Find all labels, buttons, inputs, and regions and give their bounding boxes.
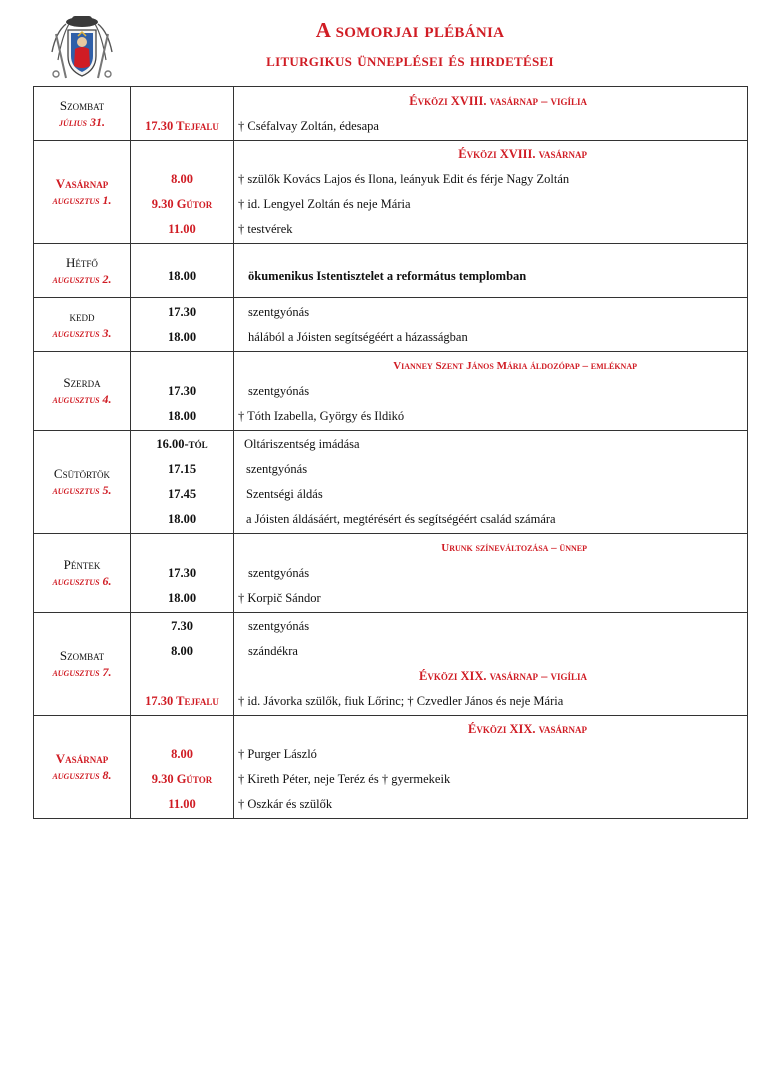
time-value: 16.00-tól [156,437,208,451]
table-row [34,613,748,716]
table-row [34,298,748,352]
time-cell [131,244,234,298]
entry-text: szentgyónás [248,619,310,633]
entry-text: a Jóisten áldásáért, megtérésért és segítségéért család számára [246,512,556,526]
day-date: július 31. [58,114,105,129]
time-cell [131,431,234,534]
entry-text: † Cséfalvay Zoltán, édesapa [238,118,379,133]
day-date: augusztus 6. [52,574,112,588]
liturgical-heading: Vianney Szent János Mária áldozópap – emléknap [393,359,637,372]
day-name: Szombat [59,97,105,113]
time-value: 8.00 [171,172,193,186]
table-row [34,87,748,141]
time-value: 18.00 [167,512,197,526]
time-value: 7.30 [171,619,193,633]
liturgical-heading: Évközi XVIII. vasárnap – vigília [409,93,587,108]
time-value: 9.30 Gútor [151,197,213,211]
entry-text: † szülők Kovács Lajos és Ilona, leányuk Edit és férje Nagy Zoltán [238,172,570,186]
time-value: 17.30 Tejfalu [145,118,219,133]
time-cell [131,87,234,141]
day-name: Szerda [63,375,101,390]
description-cell [234,534,748,613]
table-row [34,141,748,244]
day-cell [34,244,131,298]
entry-text: † Korpič Sándor [238,590,321,605]
day-name: Hétfő [66,254,98,270]
time-value: 17.30 [167,383,197,398]
entry-text: szentgyónás [248,565,310,580]
description-cell [234,431,748,534]
day-date: augusztus 7. [52,665,112,679]
day-name: Péntek [63,557,101,572]
page-title: A somorjai plébánia [315,18,505,42]
table-row [34,431,748,534]
liturgical-heading: Évközi XVIII. vasárnap [458,147,587,161]
page-header [0,0,764,86]
time-value: 17.30 Tejfalu [145,694,219,708]
entry-text: Oltáriszentség imádása [244,437,360,451]
day-cell [34,534,131,613]
entry-text: szentgyónás [248,383,310,398]
time-cell [131,534,234,613]
day-name: Csütörtök [53,466,111,481]
time-value: 18.00 [167,590,197,605]
entry-text: szentgyónás [248,304,310,319]
table-row [34,534,748,613]
day-cell [34,431,131,534]
time-value: 17.15 [167,462,197,476]
entry-text: † testvérek [238,222,293,236]
time-cell [131,298,234,352]
time-value: 18.00 [167,329,197,344]
description-cell [234,244,748,298]
entry-text: † id. Lengyel Zoltán és neje Mária [238,197,411,211]
time-value: 17.30 [167,304,197,319]
day-date: augusztus 8. [52,768,112,782]
day-date: augusztus 1. [52,193,112,207]
time-value: 18.00 [167,408,197,423]
day-date: augusztus 3. [52,325,112,340]
table-row [34,352,748,431]
time-cell [131,352,234,431]
entry-text: hálából a Jóisten segítségéért a házasságban [248,329,468,344]
entry-text: szándékra [248,644,298,658]
time-value: 11.00 [168,797,196,811]
description-cell [234,716,748,819]
day-name: kedd [69,308,95,324]
entry-text: Szentségi áldás [246,487,323,501]
time-value: 17.45 [167,487,197,501]
time-cell [131,141,234,244]
parish-coat-of-arms-icon [44,12,120,82]
day-date: augusztus 2. [52,271,112,286]
liturgical-heading: Évközi XIX. vasárnap [468,722,587,736]
day-date: augusztus 5. [52,483,112,497]
day-cell [34,141,131,244]
liturgical-heading: Évközi XIX. vasárnap – vigília [419,669,587,683]
description-cell [234,298,748,352]
table-row [34,244,748,298]
entry-text: szentgyónás [246,462,308,476]
page-subtitle: liturgikus ünneplései és hirdetései [266,50,554,71]
day-date: augusztus 4. [52,392,112,406]
time-value: 11.00 [168,222,196,236]
entry-text: † id. Jávorka szülők, fiuk Lőrinc; † Czvedler János és neje Mária [238,694,564,708]
day-name: Vasárnap [55,751,109,766]
time-value: 8.00 [171,747,193,761]
time-cell [131,613,234,716]
time-cell [131,716,234,819]
entry-text: ökumenikus Istentisztelet a református templomban [248,269,527,283]
day-cell [34,613,131,716]
description-cell [234,87,748,141]
time-value: 8.00 [171,644,193,658]
entry-text: † Oszkár és szülők [238,797,333,811]
description-cell [234,352,748,431]
table-row [34,716,748,819]
time-value: 17.30 [167,565,197,580]
description-cell [234,141,748,244]
description-cell [234,613,748,716]
day-name: Szombat [59,648,105,663]
entry-text: † Purger László [238,747,317,761]
entry-text: † Tóth Izabella, György és Ildikó [238,408,405,423]
liturgical-heading: Urunk színeváltozása – ünnep [441,541,587,554]
time-value: 18.00 [167,269,197,283]
schedule-table [33,86,748,819]
day-cell [34,87,131,141]
day-cell [34,716,131,819]
day-name: Vasárnap [55,176,109,191]
entry-text: † Kireth Péter, neje Teréz és † gyermekeik [238,772,451,786]
time-value: 9.30 Gútor [151,772,213,786]
day-cell [34,298,131,352]
day-cell [34,352,131,431]
